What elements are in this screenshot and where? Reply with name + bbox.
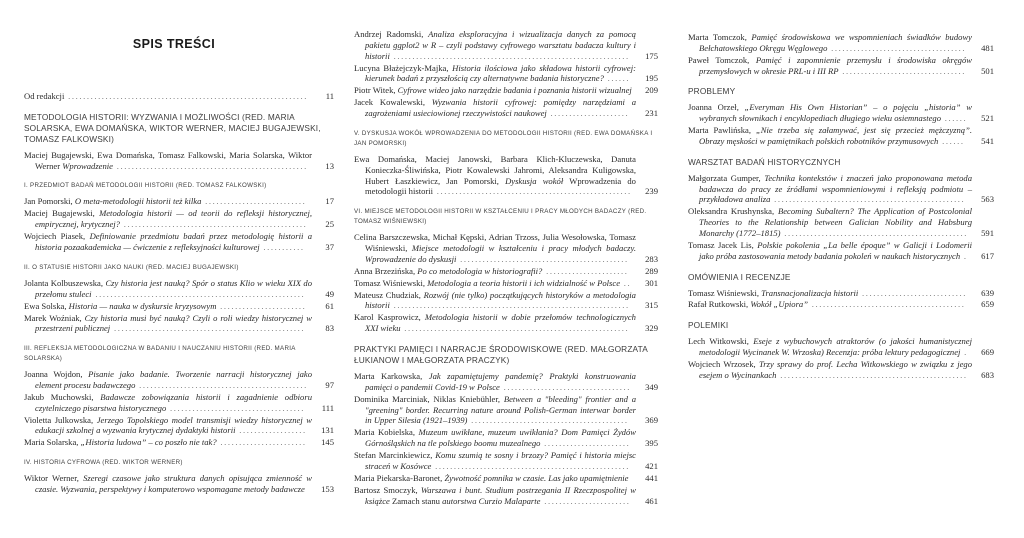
page-number: 669 — [981, 347, 994, 358]
dot-leader: . — [960, 250, 968, 261]
page-number: 481 — [981, 42, 994, 53]
page-number: 283 — [645, 253, 658, 264]
page-number: 421 — [645, 460, 658, 471]
page-number: 501 — [981, 65, 994, 76]
entry-author: Violetta Julkowska, — [24, 414, 94, 425]
dot-leader: ................................................. — [780, 227, 968, 238]
dot-leader: ........... — [259, 241, 305, 252]
entry-author: Anna Brzezińska, — [354, 265, 416, 276]
page-number: 369 — [645, 415, 658, 426]
entry-author: Jacek Kowalewski, — [354, 97, 425, 108]
entry-title: Jerzego Topolskiego model transmisji wiedzy historycznej w edukacji szkolnej a wyzwania krytycznej dydaktyki historii — [35, 414, 313, 436]
section-heading: PRAKTYKI PAMIĘCI I NARRACJE ŚRODOWISKOWE (RED. MAŁGORZATA ŁUKIANOW I MAŁGORZATA PRACZYK) — [354, 344, 648, 366]
entry-title: autorstwa Curzio Malaparte — [442, 495, 541, 506]
entry-title: Technika kontekstów i znaczeń jako proponowana metoda badawcza do pracy ze źródłami wspomnieniowymi i refleksją podmiotu – przykładowa analiza — [699, 172, 972, 205]
entry-author: Bartosz Smoczyk, — [354, 484, 418, 495]
entry-title: Czy historia jest nauką? Spór o status Klio w wieku XIX do przełomu stuleci — [35, 277, 312, 299]
page-number: 11 — [325, 91, 334, 101]
entry-title: Dyskusja wokół — [505, 175, 564, 186]
dot-leader: ................................................... — [113, 160, 308, 171]
toc-entry[interactable] — [24, 231, 334, 253]
dot-leader: ...... — [938, 135, 965, 146]
entry-author: Lech Witkowski, — [688, 336, 749, 347]
entry-title: Analiza eksploracyjna i wizualizacja danych za pomocą pakietu ggplot2 w R – czyli podstawy cyfrowego warsztatu badacza kultury i historii — [365, 29, 636, 61]
page-number: 83 — [325, 323, 334, 334]
toc-entry[interactable] — [688, 240, 994, 262]
dot-leader: ............................................. — [456, 253, 629, 264]
entry-title: Metodologia a teoria historii i ich widzialność w Polsce — [427, 277, 621, 288]
page-number: 289 — [645, 265, 658, 276]
entry-title: Definiowanie przedmiotu badań przez metodologię historii a historia pozaakademicka — ćwiczenie z refleksyjności kulturowej — [35, 231, 313, 252]
page-number: 175 — [645, 50, 658, 61]
entry-author: Jakub Muchowski, — [24, 391, 94, 402]
entry-author: Tomasz Wiśniewski, — [354, 277, 425, 288]
toc-entry[interactable] — [354, 232, 658, 264]
entry-title: Wyzwania historii cyfrowej: pomiędzy narzędziami a zagrożeniami usieciowionej rzeczywistości naukowej — [365, 97, 636, 119]
entry-title: Cyfrowe wideo jako narzędzie badania i poznania historii wizualnej — [397, 85, 632, 96]
section-heading: OMÓWIENIA I RECENZJE — [688, 271, 791, 282]
toc-entry[interactable] — [24, 196, 334, 207]
toc-entry[interactable] — [354, 97, 658, 119]
page-number: 61 — [325, 300, 334, 311]
page-number: 395 — [645, 438, 658, 449]
entry-title: Transnacjonalizacja historii — [761, 287, 859, 298]
page-number: 17 — [325, 196, 334, 207]
toc-entry[interactable] — [354, 29, 658, 61]
dot-leader: ....................... — [216, 437, 307, 448]
entry-title: Miejsce metodologii w kształceniu i pracy młodych badaczy. Wprowadzenie do dyskusji — [365, 242, 636, 264]
entry-title: O meta-metodologii historii też kilka — [74, 196, 202, 207]
dot-leader: .. — [620, 277, 632, 288]
dot-leader: ........................... — [201, 196, 307, 207]
toc-entry[interactable] — [354, 473, 658, 484]
toc-entry[interactable] — [24, 313, 334, 335]
toc-entry[interactable] — [24, 369, 334, 391]
dot-leader: ................................................... — [110, 323, 306, 334]
entry-author: Dominika Marciniak, Niklas Kniebühler, — [354, 393, 501, 404]
entry-author: Piotr Witek, — [354, 85, 396, 96]
entry-author: Marta Karkowska, — [354, 371, 423, 382]
entry-author: Joanna Orzeł, — [688, 102, 739, 113]
entry-title: Komu szumią te sosny i brzozy? Pamięć i historia miejsc straceń w Kosówce — [365, 450, 636, 471]
page-number: 591 — [981, 227, 994, 238]
section-heading: METODOLOGIA HISTORII: WYZWANIA I MOŻLIWOŚCI (RED. MARIA SOLARSKA, EWA DOMAŃSKA, WIKTOR WERNER, MACIEJ BUGAJEWSKI, TOMASZ FALKOWSKI) — [24, 111, 321, 144]
toc-entry[interactable] — [354, 450, 658, 472]
entry-author: Jan Pomorski, — [24, 196, 73, 207]
page-number: 683 — [981, 369, 994, 380]
dot-leader: ................................................. — [119, 219, 308, 230]
toc-entry[interactable] — [688, 299, 994, 310]
dot-leader: ................................................... — [770, 194, 966, 205]
page-number: 145 — [321, 437, 334, 448]
entry-author: Andrzej Radomski, — [354, 29, 424, 39]
page-number: 231 — [645, 108, 658, 119]
toc-entry[interactable] — [354, 85, 658, 96]
toc-entry[interactable] — [24, 150, 334, 172]
dot-leader: .................................... — [166, 402, 305, 413]
page-number: 315 — [645, 300, 658, 311]
page-number: 441 — [645, 472, 658, 483]
entry-author: Ewa Solska, — [24, 300, 67, 311]
toc-entry[interactable] — [688, 125, 994, 147]
entry-author: Wojciech Piasek, — [24, 231, 86, 242]
section-heading: II. O STATUSIE HISTORII JAKO NAUKI (RED. MACIEJ BUGAJEWSKI) — [24, 263, 239, 271]
entry-author: Tomasz Jacek Lis, — [688, 239, 754, 250]
entry-author: Marta Tomczok, — [688, 32, 747, 42]
dot-leader: ...... — [941, 113, 968, 124]
dot-leader: ........................................................ — [91, 288, 306, 299]
toc-entry[interactable] — [24, 473, 334, 495]
section-heading: PROBLEMY — [688, 86, 736, 97]
entry-title: Warszawa i bunt. Studium postrzegania II Rzeczpospolitej w książce — [365, 484, 636, 506]
dot-leader: .................. — [235, 425, 307, 436]
toc-entry[interactable] — [688, 336, 994, 358]
entry-author: Ewa Domańska, Maciej Janowski, Barbara Klich-Kluczewska, Danuta Konieczka-Śliwińska, Piotr Kowalewski Jahromi, Aleksandra Kuligowska, Hubert Łaszkiewicz, Jan Pomorski, — [354, 153, 636, 186]
toc-entry[interactable] — [688, 173, 994, 205]
page-title: SPIS TREŚCI — [132, 37, 216, 51]
entry-title: Becoming Subaltern? The Application of Postcolonial Theories to the Relationship between Galician Nobility and Habsburg Monarchy (1772–1815) — [699, 206, 972, 238]
section-heading: VI. MIEJSCE METODOLOGII HISTORII W KSZTAŁCENIU I PRACY MŁODYCH BADACZY (RED. TOMASZ WIŚNIEWSKI) — [354, 208, 647, 226]
entry-title: Pamięć i zapomnienie przemysłu i środowiska okręgów przemysłowych w okresie PRL-u i III RP — [699, 54, 972, 76]
dot-leader: .................................................... — [433, 186, 632, 197]
entry-title: Jak zapamiętujemy pandemię? Praktyki konstruowania pamięci o pandemii Covid-19 w Polsce — [365, 371, 636, 392]
dot-leader: ................................. — [838, 65, 966, 76]
toc-entry[interactable] — [688, 32, 994, 54]
section-heading: V. DYSKUSJA WOKÓŁ WPROWADZENIA DO METODOLOGII HISTORII (RED. EWA DOMAŃSKA I JAN POMORSKI) — [354, 129, 653, 147]
toc-column-2 — [354, 0, 658, 538]
entry-title: Trzy sprawy do prof. Lecha Witkowskiego w związku z jego esejem o Wycinankach — [699, 359, 972, 380]
toc-entry[interactable] — [354, 154, 658, 197]
dot-leader: . — [960, 347, 968, 358]
toc-entry[interactable] — [354, 312, 658, 334]
page-number: 461 — [645, 495, 658, 506]
entry-title: Polskie pokolenia „La belle époque” w Galicji i Lodomerii jako próba zastosowania metody badania pokoleń w naukach historycznych — [699, 239, 972, 261]
toc-entry[interactable] — [688, 55, 994, 77]
entry-author: Oleksandra Krushynska, — [688, 206, 775, 217]
entry-author: Tomasz Wiśniewski, — [688, 287, 759, 298]
dot-leader: ....................... — [540, 438, 631, 449]
dot-leader: ............................ — [858, 287, 968, 298]
entry-author: Od redakcji — [24, 91, 65, 101]
dot-leader: ............................................. — [135, 379, 308, 390]
entry-author: Małgorzata Gumper, — [688, 172, 761, 183]
page-number: 521 — [981, 113, 994, 124]
entry-author: Joanna Wojdon, — [24, 369, 83, 380]
dot-leader: ............................................................ — [400, 323, 630, 334]
page-number: 153 — [321, 484, 334, 495]
entry-title-roman: Wprowadzenia do metodologii historii — [365, 175, 636, 197]
toc-entry[interactable] — [354, 278, 658, 289]
page-number: 111 — [321, 402, 334, 413]
entry-author: Karol Kasprowicz, — [354, 312, 421, 323]
page-number: 541 — [981, 135, 994, 146]
toc-entry[interactable] — [688, 206, 994, 238]
dot-leader: .................................... — [827, 42, 967, 53]
entry-title: „Everyman His Own Historian” – o pojęciu „historia” w wybranych słownikach i encyklopediach długiego wieku osiemnastego — [699, 102, 972, 124]
section-heading: I. PRZEDMIOT BADAŃ METODOLOGII HISTORII (RED. TOMASZ FALKOWSKI) — [24, 182, 267, 190]
page-number: 25 — [325, 219, 334, 230]
toc-entry[interactable] — [24, 415, 334, 437]
toc-entry[interactable] — [24, 392, 334, 414]
entry-author: Jolanta Kolbuszewska, — [24, 277, 104, 288]
page-number: 37 — [325, 241, 334, 252]
page-number: 563 — [981, 194, 994, 205]
entry-title: Wprowadzenie — [62, 160, 113, 171]
dot-leader: ..................... — [546, 108, 630, 119]
toc-entry[interactable] — [688, 359, 994, 381]
dot-leader: .................................................... — [431, 460, 631, 471]
page-number: 639 — [981, 287, 994, 298]
entry-title: Pisanie jako badanie. Tworzenie narracji historycznej jako element procesu badawczego — [35, 369, 312, 390]
entry-author: Maria Solarska, — [24, 437, 79, 448]
entry-title: Rozwój (nie tylko) początkujących historyków a metodologia historii — [365, 289, 636, 311]
entry-title: Between a "bleeding" frontier and a "greening" border. Recurring nature around Polish-German interwar border in Upper Silesia (1921–1939) — [365, 393, 637, 426]
toc-entry[interactable] — [24, 278, 334, 300]
dot-leader: ....................... — [216, 300, 307, 311]
entry-title: Metodologia historii w dobie przełomów technologicznych XXI wieku — [365, 312, 636, 334]
page-number: 49 — [325, 288, 334, 299]
dot-leader: ...... — [603, 73, 631, 84]
toc-entry[interactable] — [354, 371, 658, 393]
page-number: 301 — [645, 277, 658, 288]
entry-title: Szeregi czasowe jako struktura danych opisująca zmienność w czasie. Wyzwania, perspektywy i komputerowo wspomagane metody badawcze — [35, 473, 313, 495]
page-number: 239 — [645, 186, 658, 197]
entry-author: Celina Barszczewska, Michał Kępski, Adrian Trzoss, Julia Wesołowska, Tomasz Wiśniewski, — [354, 232, 636, 253]
entry-author: Wiktor Werner, — [24, 473, 79, 484]
dot-leader: ............................................................... — [389, 50, 630, 61]
entry-author: Maciej Bugajewski, Ewa Domańska, Tomasz Falkowski, Maria Solarska, Wiktor Werner — [24, 149, 312, 171]
dot-leader: .................................................. — [776, 369, 968, 380]
toc-entry[interactable] — [354, 63, 658, 85]
entry-title-roman: Zamach stanu — [391, 495, 440, 506]
dot-leader: ......................................... — [808, 299, 966, 310]
dot-leader: ...................... — [542, 265, 629, 276]
dot-leader: ....................... — [540, 495, 631, 506]
page-number: 13 — [325, 160, 334, 171]
dot-leader: .......................................... — [467, 415, 629, 426]
entry-title: Pamięć środowiskowa we wspomnieniach świadków budowy Bełchatowskiego Okręgu Węglowego — [699, 32, 972, 53]
entry-title: Eseje z wybuchowych atraktorów (o jakości humanistycznej metodologii Wycinanek W. Wrzoska) Recenzja: próba lektury pedagogicznej — [699, 336, 973, 358]
entry-author: Maria Piekarska-Baronet, — [354, 472, 443, 483]
section-heading: III. REFLEKSJA METODOLOGICZNA W BADANIU I NAUCZANIU HISTORII (RED. MARIA SOLARSKA) — [24, 345, 296, 363]
toc-column-1 — [24, 0, 334, 538]
toc-entry[interactable] — [354, 394, 658, 426]
page-number: 659 — [981, 299, 994, 310]
page-number: 349 — [645, 381, 658, 392]
entry-title: „Historia ludowa” – co poszło nie tak? — [80, 437, 217, 448]
entry-author: Maciej Bugajewski, — [24, 208, 95, 219]
page-number: 617 — [981, 250, 994, 261]
toc-entry[interactable] — [24, 91, 334, 102]
page-number: 329 — [645, 323, 658, 334]
entry-title: Czy historia musi być nauką? Czyli o roli wiedzy historycznej w przestrzeni publicznej — [35, 312, 312, 334]
toc-entry[interactable] — [24, 437, 334, 448]
entry-author: Marek Woźniak, — [24, 312, 82, 323]
toc-entry[interactable] — [354, 485, 658, 507]
toc-entry[interactable] — [354, 427, 658, 449]
section-heading: IV. HISTORIA CYFROWA (RED. WIKTOR WERNER) — [24, 459, 183, 467]
toc-entry[interactable] — [688, 288, 994, 299]
entry-title: Muzeum uwikłane, muzeum uwikłania? Dom Pamięci Żydów Górnośląskich na tle polskiego boomu muzealnego — [365, 427, 637, 449]
section-heading: WARSZTAT BADAŃ HISTORYCZNYCH — [688, 156, 841, 167]
toc-entry[interactable] — [354, 290, 658, 312]
dot-leader: .................................. — [499, 381, 632, 392]
page-number: 97 — [325, 379, 334, 390]
page-number: 131 — [321, 425, 334, 436]
entry-title: Badawcze zobowiązania historii i zagadnienie odbioru czytelniczego pisarstwa historycznego — [35, 391, 312, 413]
dot-leader: ................................................................ — [64, 91, 308, 101]
entry-author: Wojciech Wrzosek, — [688, 359, 756, 370]
entry-title: Historia — nauka w dyskursie kryzysowym — [68, 300, 217, 311]
entry-author: Maria Kobielska, — [354, 427, 416, 438]
entry-title: „Nie trzeba się załamywać, jest się przecież mężczyzną”. Obrazy męskości w pamiętnikach polskich robotników przymusowych — [699, 125, 972, 146]
entry-author: Stefan Marcinkiewicz, — [354, 450, 433, 461]
entry-title: Metodologia historii — od teorii do refleksji historycznej, empirycznej, krytycznej? — [35, 208, 312, 230]
page-number: 209 — [645, 85, 658, 96]
toc-entry[interactable] — [688, 102, 994, 124]
dot-leader: ............................................................... — [389, 300, 630, 311]
toc-column-3 — [688, 0, 994, 538]
entry-author: Lucyna Błażejczyk-Majka, — [354, 62, 449, 73]
entry-title: Żywotność pomnika w czasie. Las jako upamiętnienie — [444, 472, 629, 483]
entry-author: Marta Pawlińska, — [688, 125, 752, 136]
entry-author: Paweł Tomczok, — [688, 54, 750, 65]
entry-title: Wokół „Upiora” — [750, 299, 809, 310]
toc-entry[interactable] — [24, 301, 334, 312]
entry-title: Historia ilościowa jako składowa historii cyfrowej: kierunek badań z przyszłością czy alternatywne badania historyczne? — [365, 62, 636, 84]
entry-author: Mateusz Chudziak, — [354, 289, 421, 300]
entry-author: Rafał Rutkowski, — [688, 299, 749, 310]
toc-entry[interactable] — [354, 266, 658, 277]
entry-title: Po co metodologia w historiografii? — [417, 265, 543, 276]
page-number: 195 — [645, 73, 658, 84]
section-heading: POLEMIKI — [688, 320, 729, 331]
toc-entry[interactable] — [24, 208, 334, 230]
